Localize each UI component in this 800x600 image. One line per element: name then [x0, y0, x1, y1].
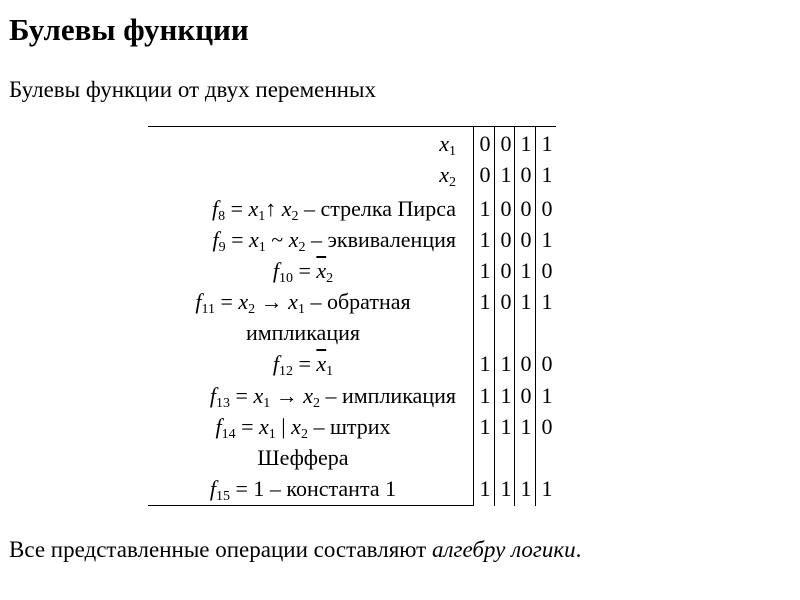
row-label-part: – эквиваленция [305, 227, 456, 252]
truth-value: 1 [520, 289, 532, 314]
row-label-part: x [288, 227, 299, 252]
row-label-part: 2 [326, 271, 334, 286]
truth-value: 1 [541, 162, 553, 187]
truth-value: 0 [541, 414, 553, 439]
truth-value: 1 [500, 383, 512, 408]
row-label-part: x [288, 289, 298, 314]
conclusion-emphasis: алгебру логики [431, 537, 576, 562]
row-label-part: f [272, 258, 279, 283]
row-label-part: f [195, 289, 202, 314]
column-divider [494, 126, 495, 506]
page-subtitle: Булевы функции от двух переменных [9, 77, 376, 102]
truth-value: 1 [541, 289, 553, 314]
row-label-part: x [439, 131, 449, 156]
row-label-part: = 1 – константа 1 [230, 476, 397, 501]
truth-value: 1 [479, 196, 491, 221]
row-label-part: 14 [221, 427, 236, 442]
row-label-part: → [255, 289, 289, 314]
page-title: Булевы функции [9, 12, 249, 47]
truth-value: 1 [500, 414, 512, 439]
row-label-part: = [225, 196, 249, 221]
row-label-part: x [439, 162, 449, 187]
row-label-part: – импликация [319, 383, 456, 408]
truth-value: 1 [520, 414, 532, 439]
row-label-part: = [214, 289, 239, 314]
truth-value: 0 [541, 196, 553, 221]
row-label-part: x [291, 414, 301, 439]
truth-value: 1 [479, 258, 491, 283]
truth-value: 1 [479, 414, 491, 439]
row-label-part: $\overline{x}$ [316, 351, 327, 376]
row-label-part: f [209, 383, 217, 408]
row-label [148, 289, 458, 315]
row-label-part: f [211, 196, 219, 221]
table-bottom-border [148, 505, 474, 506]
row-label-part: = [292, 258, 317, 283]
row-label-part: – стрелка Пирса [298, 196, 456, 221]
row-label-part: = [235, 414, 259, 439]
truth-value: 1 [541, 227, 553, 252]
row-label [439, 131, 456, 157]
table-divider [473, 126, 474, 506]
row-label-part: f [272, 351, 279, 376]
row-label-part: x [253, 383, 264, 408]
row-label-continuation: импликация [245, 320, 360, 345]
row-label [148, 476, 458, 502]
row-label [210, 383, 456, 409]
column-divider [535, 126, 536, 506]
truth-table [148, 126, 556, 506]
row-label-part: = [225, 227, 250, 252]
row-label-part: 8 [218, 209, 226, 224]
row-label-part: 2 [449, 175, 456, 190]
row-label-part: f [209, 476, 217, 501]
row-label-part: 1 [258, 240, 266, 255]
truth-value: 1 [479, 383, 491, 408]
row-label-part: = [292, 351, 317, 376]
truth-value: 0 [479, 131, 491, 156]
row-label-part: → [270, 383, 304, 408]
truth-value: 1 [541, 476, 553, 501]
row-label-part: 11 [201, 302, 215, 317]
truth-value: 1 [541, 383, 553, 408]
truth-value: 1 [479, 351, 491, 376]
truth-value: 0 [520, 383, 532, 408]
row-label-part: 2 [298, 240, 306, 255]
truth-value: 0 [500, 289, 512, 314]
row-label [148, 351, 458, 377]
truth-value: 0 [520, 351, 532, 376]
truth-value: 0 [500, 227, 512, 252]
truth-value: 0 [520, 162, 532, 187]
truth-value: 1 [520, 476, 532, 501]
row-label-part: x [249, 227, 259, 252]
row-label-part: 2 [300, 427, 308, 442]
row-label-part: 9 [218, 240, 226, 255]
row-label [212, 227, 456, 253]
truth-value: 1 [520, 131, 532, 156]
row-label-part: 15 [216, 489, 231, 504]
truth-value: 0 [541, 258, 553, 283]
truth-value: 1 [500, 351, 512, 376]
truth-value: 1 [500, 162, 512, 187]
row-label [148, 258, 458, 284]
conclusion-end: . [575, 537, 582, 562]
row-label-part: 1 [297, 302, 305, 317]
row-label-part: ↑ [265, 196, 282, 221]
conclusion-main: Все представленные операции составляют [9, 537, 432, 562]
row-label-part: ~ [265, 227, 289, 252]
row-label-part: x [281, 196, 292, 221]
row-label-part: 12 [278, 364, 293, 379]
row-label-part: – штрих [307, 414, 391, 439]
truth-value: 1 [479, 227, 491, 252]
row-label-part: 1 [258, 209, 266, 224]
row-label-part: 2 [248, 302, 256, 317]
truth-value: 1 [479, 289, 491, 314]
row-label-part: 1 [268, 427, 276, 442]
row-label-part: 2 [291, 209, 299, 224]
truth-value: 1 [479, 476, 491, 501]
row-label-continuation: Шеффера [257, 445, 349, 470]
row-label-part: = [230, 383, 254, 408]
row-label-part: 2 [312, 396, 320, 411]
truth-value: 0 [500, 131, 512, 156]
truth-value: 1 [520, 258, 532, 283]
truth-value: 0 [500, 258, 512, 283]
row-label-part: $\overline{x}$ [316, 258, 327, 283]
row-label [439, 162, 456, 188]
row-label-part: f [212, 227, 219, 252]
truth-value: 1 [541, 131, 553, 156]
row-label-part: – обратная [304, 289, 411, 314]
row-label [148, 414, 458, 440]
row-label-part: x [248, 196, 259, 221]
truth-value: 0 [541, 351, 553, 376]
row-label-part: | [275, 414, 292, 439]
truth-value: 0 [500, 196, 512, 221]
row-label-part: x [259, 414, 269, 439]
row-label-part: x [238, 289, 249, 314]
row-label-part: 1 [326, 364, 334, 379]
row-label-part: f [215, 414, 222, 439]
truth-value: 0 [520, 196, 532, 221]
row-label-part: x [303, 383, 313, 408]
truth-value: 0 [479, 162, 491, 187]
truth-value: 0 [520, 227, 532, 252]
row-label-part: 1 [263, 396, 271, 411]
row-label-part: 1 [449, 144, 456, 159]
row-label [212, 196, 456, 222]
row-label-part: 10 [278, 271, 293, 286]
row-label-part: 13 [216, 396, 231, 411]
conclusion-text [9, 535, 581, 565]
truth-value: 1 [500, 476, 512, 501]
